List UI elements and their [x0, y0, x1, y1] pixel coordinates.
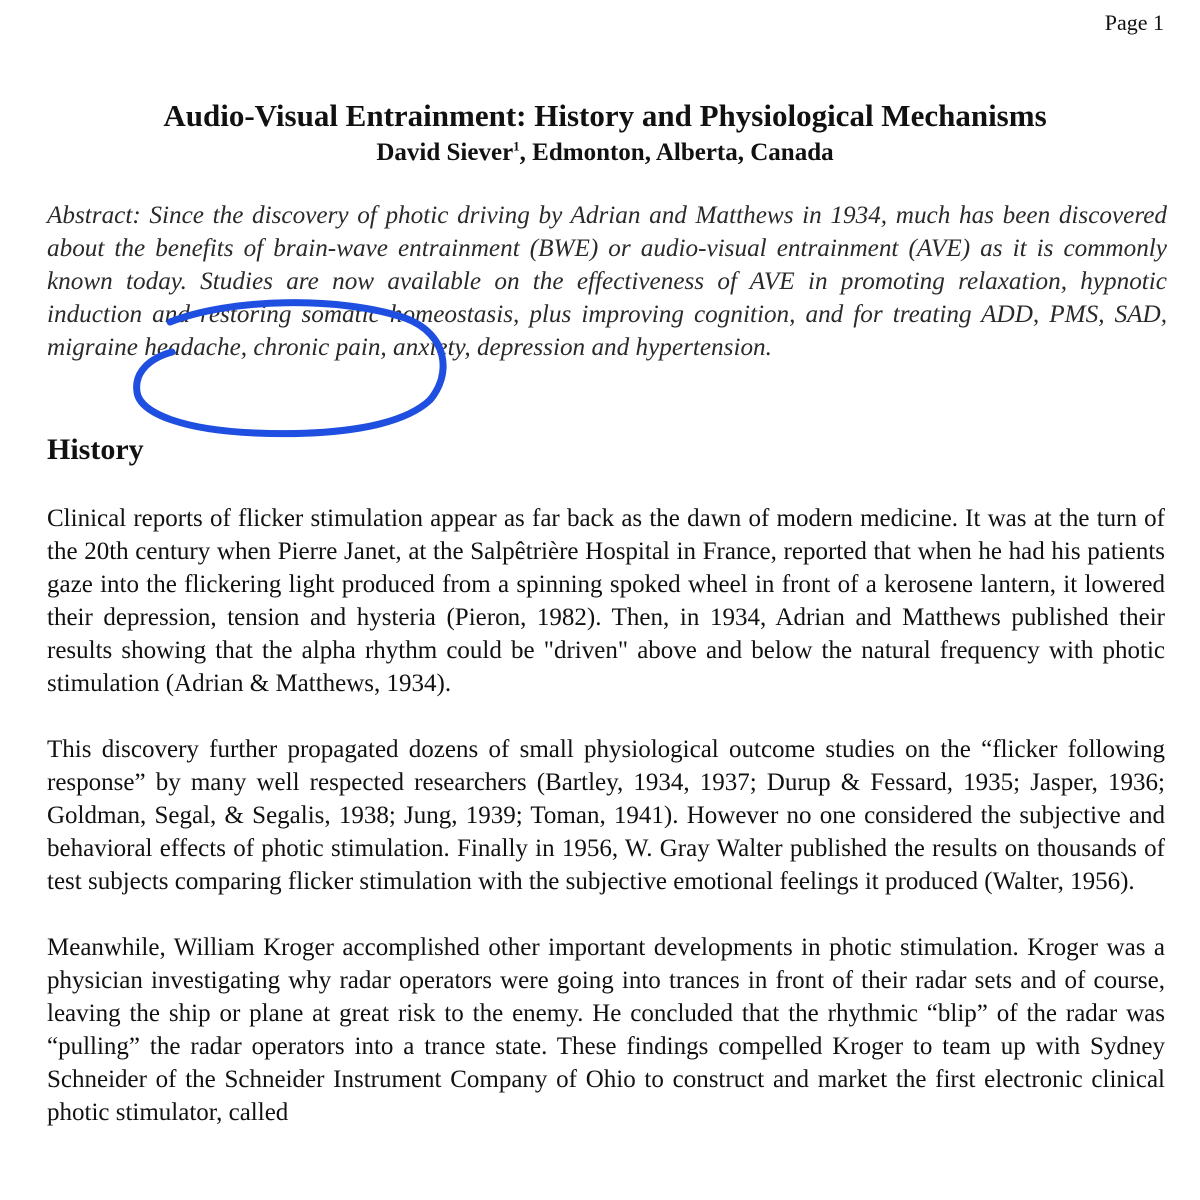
- author-line: [0, 136, 1200, 170]
- section-heading-history: History: [47, 433, 144, 466]
- author-name: David Siever: [376, 139, 514, 166]
- abstract-paragraph: Abstract: Since the discovery of photic driving by Adrian and Matthews in 1934, much has been discovered about the benefits of brain-wave entrainment (BWE) or audio-visual entrainment (AVE) as it is commonly known today. Studies are now available on the effectiveness of AVE in promoting relaxation, hypnotic induction and restoring somatic homeostasis, plus improving cognition, and for treating ADD, PMS, SAD, migraine headache, chronic pain, anxiety, depression and hypertension.: [47, 202, 1167, 361]
- author-affiliation: , Edmonton, Alberta, Canada: [519, 139, 834, 166]
- history-body: [47, 502, 1165, 1162]
- document-title: Audio-Visual Entrainment: History and Physiological Mechanisms: [163, 98, 1047, 133]
- title-block: [0, 96, 1200, 170]
- body-paragraph: Meanwhile, William Kroger accomplished other important developments in photic stimulation. Kroger was a physician investigating why radar operators were going into trances in front of their radar sets and of course, leaving the ship or plane at great risk to the enemy. He concluded that the rhythmic “blip” of the radar was “pulling” the radar operators into a trance state. These findings compelled Kroger to team up with Sydney Schneider of the Schneider Instrument Company of Ohio to construct and market the first electronic clinical photic stimulator, called: [47, 934, 1165, 1126]
- body-paragraph: This discovery further propagated dozens of small physiological outcome studies on the “flicker following response” by many well respected researchers (Bartley, 1934, 1937; Durup & Fessard, 1935; Jasper, 1936; Goldman, Segal, & Segalis, 1938; Jung, 1939; Toman, 1941). However no one considered the subjective and behavioral effects of photic stimulation. Finally in 1956, W. Gray Walter published the results on thousands of test subjects comparing flicker stimulation with the subjective emotional feelings it produced (Walter, 1956).: [47, 736, 1165, 895]
- author-footnote-mark: 1: [513, 138, 520, 154]
- page-number: Page 1: [1104, 10, 1164, 35]
- body-paragraph: Clinical reports of flicker stimulation appear as far back as the dawn of modern medicine. It was at the turn of the 20th century when Pierre Janet, at the Salpêtrière Hospital in France, reported that when he had his patients gaze into the flickering light produced from a spinning spoked wheel in front of a kerosene lantern, it lowered their depression, tension and hysteria (Pieron, 1982). Then, in 1934, Adrian and Matthews published their results showing that the alpha rhythm could be "driven" above and below the natural frequency with photic stimulation (Adrian & Matthews, 1934).: [47, 505, 1165, 697]
